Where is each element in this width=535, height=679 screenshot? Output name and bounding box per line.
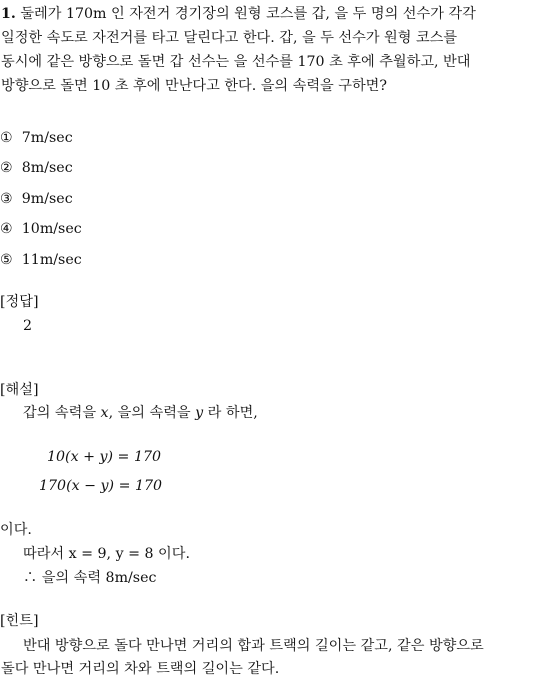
choice-2[interactable] [0, 158, 73, 178]
problem-line-4: 방향으로 돌면 10 초 후에 만난다고 한다. 을의 속력을 구하면? [1, 78, 387, 94]
intro-text-b: , 을의 속력을 [108, 405, 196, 421]
choice-text: 7m/sec [21, 130, 73, 146]
explanation-intro [23, 403, 258, 423]
choice-mark: ③ [0, 191, 13, 207]
choice-text: 11m/sec [21, 252, 82, 268]
choice-mark: ④ [0, 221, 13, 237]
equation-2: 170(x − y) = 170 [39, 478, 163, 494]
hint-line-1: 반대 방향으로 돌다 만나면 거리의 합과 트랙의 길이는 같고, 같은 방향으로 [23, 638, 484, 654]
explanation-after: 이다. [0, 522, 32, 538]
problem-text-1: 둘레가 170m 인 자전거 경기장의 원형 코스를 갑, 을 두 명의 선수가 각각 [20, 6, 476, 22]
answer-value: 2 [23, 318, 33, 334]
var-x: x [100, 405, 109, 421]
choice-mark: ⑤ [0, 252, 13, 268]
choice-text: 10m/sec [21, 221, 82, 237]
choice-text: 9m/sec [21, 191, 73, 207]
problem-number: 1. [1, 6, 16, 22]
problem-line-3: 동시에 같은 방향으로 돌면 갑 선수는 을 선수를 170 초 후에 추월하고, 반대 [1, 54, 471, 70]
choice-3[interactable] [0, 189, 73, 209]
hint-line-2: 돌다 만나면 거리의 차와 트랙의 길이는 같다. [1, 661, 280, 677]
explanation-header: [해설] [0, 382, 39, 398]
intro-text-a: 갑의 속력을 [23, 405, 101, 421]
intro-text-c: 라 하면, [203, 405, 258, 421]
choice-text: 8m/sec [21, 160, 73, 176]
explanation-conclusion: ∴ 을의 속력 8m/sec [23, 570, 157, 586]
choice-4[interactable] [0, 219, 82, 239]
choice-5[interactable] [0, 250, 82, 270]
answer-header: [정답] [0, 294, 39, 310]
var-y: y [195, 405, 204, 421]
hint-header: [힌트] [0, 613, 39, 629]
choice-mark: ② [0, 160, 13, 176]
choice-mark: ① [0, 130, 13, 146]
problem-line-1 [1, 4, 476, 24]
explanation-therefore: 따라서 x = 9, y = 8 이다. [23, 546, 190, 562]
problem-line-2: 일정한 속도로 자전거를 타고 달린다고 한다. 갑, 을 두 선수가 원형 코스를 [1, 30, 458, 46]
choice-1[interactable] [0, 128, 73, 148]
equation-1: 10(x + y) = 170 [47, 449, 162, 465]
